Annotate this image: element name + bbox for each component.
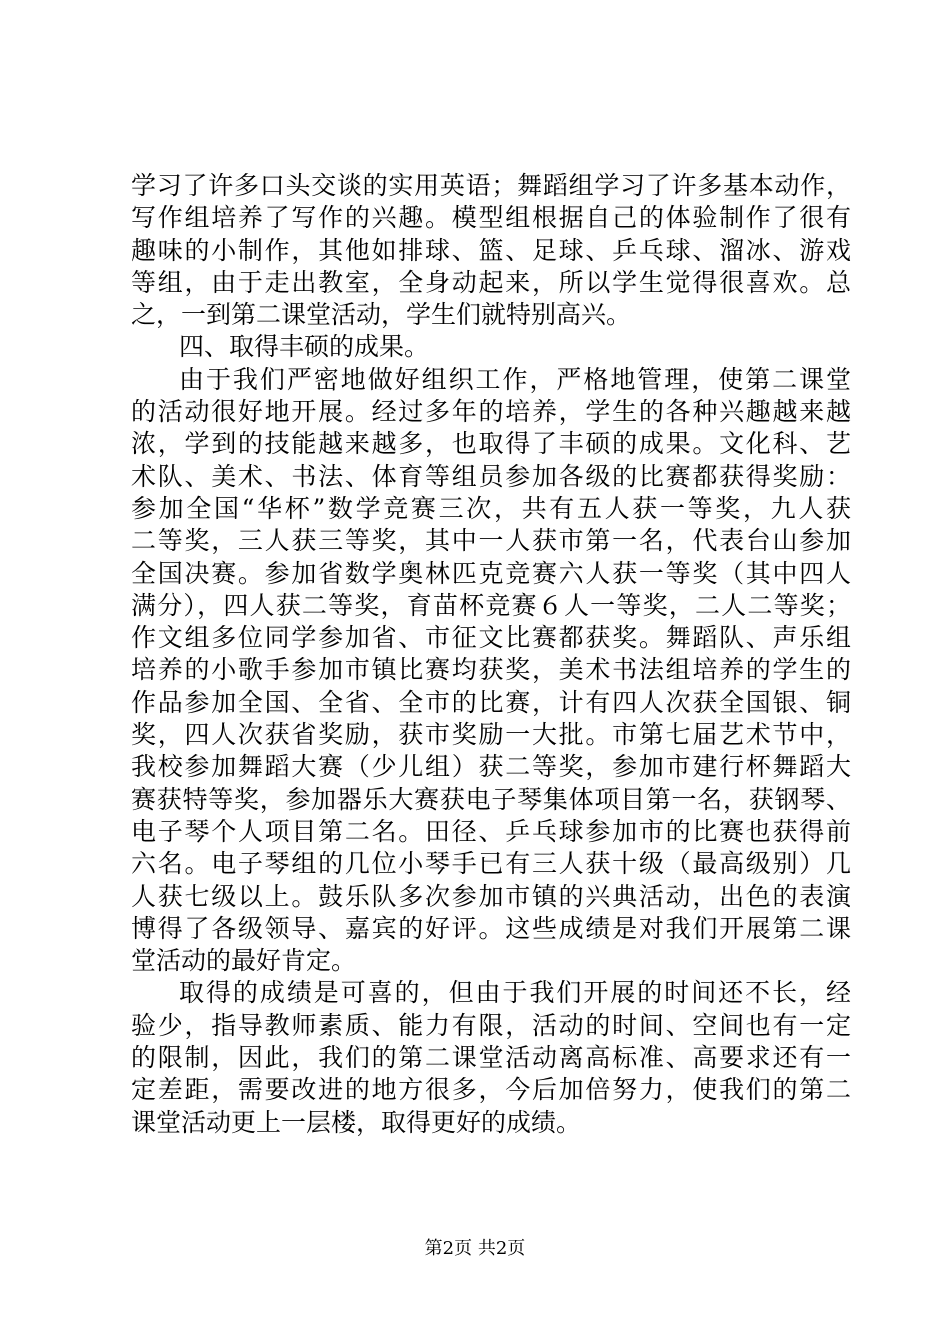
text-line: 人获七级以上。鼓乐队多次参加市镇的兴典活动，出色的表演	[131, 881, 851, 911]
text-line: 二等奖，三人获三等奖，其中一人获市第一名，代表台山参加	[131, 526, 851, 556]
document-body	[131, 170, 851, 1139]
text-line: 学习了许多口头交谈的实用英语；舞蹈组学习了许多基本动作，	[131, 171, 851, 200]
text-line: 定差距，需要改进的地方很多，今后加倍努力，使我们的第二	[131, 1075, 851, 1105]
text-line: 取得的成绩是可喜的，但由于我们开展的时间还不长，经	[179, 978, 851, 1008]
text-line: 奖，四人次获省奖励，获市奖励一大批。市第七届艺术节中，	[131, 720, 851, 750]
text-line: 满分），四人获二等奖，育苗杯竞赛６人一等奖，二人二等奖；	[131, 590, 851, 620]
text-line: 课堂活动更上一层楼，取得更好的成绩。	[131, 1107, 582, 1137]
text-line: 博得了各级领导、嘉宾的好评。这些成绩是对我们开展第二课	[131, 913, 851, 943]
text-line: 全国决赛。参加省数学奥林匹克竞赛六人获一等奖（其中四人	[131, 558, 851, 588]
text-line: 参加全国“华杯”数学竞赛三次，共有五人获一等奖，九人获	[131, 493, 851, 523]
text-line: 四、取得丰硕的成果。	[179, 332, 430, 362]
text-line: 堂活动的最好肯定。	[131, 946, 357, 976]
text-line: 赛获特等奖，参加器乐大赛获电子琴集体项目第一名，获钢琴、	[131, 784, 851, 814]
text-line: 趣味的小制作，其他如排球、篮、足球、乒乓球、溜冰、游戏	[131, 235, 851, 265]
text-line: 术队、美术、书法、体育等组员参加各级的比赛都获得奖励：	[131, 461, 851, 491]
text-line: 由于我们严密地做好组织工作，严格地管理，使第二课堂	[179, 364, 851, 394]
text-line: 的限制，因此，我们的第二课堂活动离高标准、高要求还有一	[131, 1043, 851, 1073]
text-line: 验少，指导教师素质、能力有限，活动的时间、空间也有一定	[131, 1010, 851, 1040]
text-line: 浓，学到的技能越来越多，也取得了丰硕的成果。文化科、艺	[131, 429, 851, 459]
page-footer: 第2页 共2页	[424, 1238, 526, 1259]
text-line: 我校参加舞蹈大赛（少儿组）获二等奖，参加市建行杯舞蹈大	[131, 752, 851, 782]
text-line: 作品参加全国、全省、全市的比赛，计有四人次获全国银、铜	[131, 687, 851, 717]
text-line: 之，一到第二课堂活动，学生们就特别高兴。	[131, 300, 632, 330]
text-line: 等组，由于走出教室，全身动起来，所以学生觉得很喜欢。总	[131, 267, 851, 297]
text-line: 电子琴个人项目第二名。田径、乒乓球参加市的比赛也获得前	[131, 816, 851, 846]
text-line: 培养的小歌手参加市镇比赛均获奖，美术书法组培养的学生的	[131, 655, 851, 685]
text-line: 作文组多位同学参加省、市征文比赛都获奖。舞蹈队、声乐组	[131, 623, 851, 653]
text-line: 六名。电子琴组的几位小琴手已有三人获十级（最高级别）几	[131, 849, 851, 879]
text-line: 写作组培养了写作的兴趣。模型组根据自己的体验制作了很有	[131, 203, 851, 233]
text-line: 的活动很好地开展。经过多年的培养，学生的各种兴趣越来越	[131, 397, 851, 427]
